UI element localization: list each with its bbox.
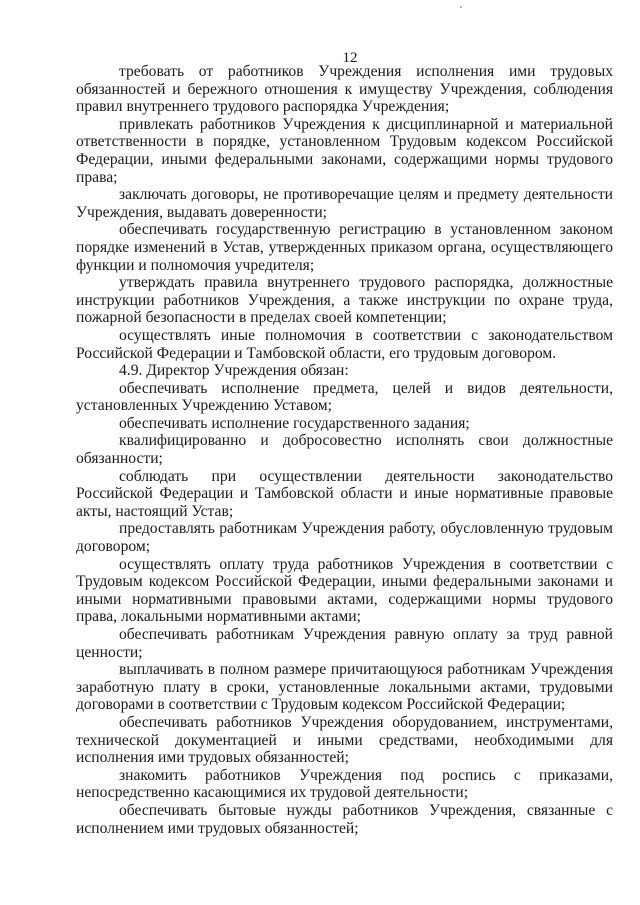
paragraph: соблюдать при осуществлении деятельности законодательство Российской Федерации и Тамбовской области и иные нормативные правовые акты, настоящий Устав; [76,467,613,520]
paragraph: обеспечивать работникам Учреждения равную оплату за труд равной ценности; [76,626,613,661]
paragraph: обеспечивать исполнение государственного задания; [119,414,470,432]
paragraph: предоставлять работникам Учреждения работу, обусловленную трудовым договором; [76,520,613,556]
paragraph: требовать от работников Учреждения исполнения ими трудовых обязанностей и бережного отношения к имуществу Учреждения, соблюдения правил внутреннего трудового распорядка Учреждения; [76,63,613,116]
paragraph: осуществлять иные полномочия в соответствии с законодательством Российской Федерации и Тамбовской области, его трудовым договором. [76,326,613,362]
paragraph: обеспечивать работников Учреждения оборудованием, инструментами, технической документацией и иными средствами, необходимыми для исполнения ими трудовых обязанностей; [76,713,613,767]
paragraph: знакомить работников Учреждения под роспись с приказами, непосредственно касающимися их трудовой деятельности; [76,766,613,802]
paragraph: обеспечивать исполнение предмета, целей и видов деятельности, установленных Учреждению Уставом; [76,379,613,415]
paragraph: выплачивать в полном размере причитающуюся работникам Учреждения заработную плату в сроки, установленные локальными актами, трудовыми договорами в соответствии с Трудовым кодексом Российской Федерации; [76,661,613,714]
page-number: 12 [342,50,358,66]
paragraph: утверждать правила внутреннего трудового распорядка, должностные инструкции работников Учреждения, а также инструкции по охране труда, пожарной безопасности в пределах своей компетенции; [76,274,613,327]
paragraph: привлекать работников Учреждения к дисциплинарной и материальной ответственности в порядке, установленном Трудовым кодексом Российской Федерации, иными федеральными законами, содержащими нормы трудового права; [76,115,613,186]
paragraph: заключать договоры, не противоречащие целям и предмету деятельности Учреждения, выдавать доверенности; [76,186,613,221]
paragraph: квалифицированно и добросовестно исполнять свои должностные обязанности; [76,432,613,468]
scan-speck [460,6,462,8]
paragraph: осуществлять оплату труда работников Учреждения в соответствии с Трудовым кодексом Российской Федерации, иными федеральными законами и иными нормативными правовыми актами, содержащими нормы трудового права, локальными нормативными актами; [76,555,613,626]
paragraph: обеспечивать государственную регистрацию в установленном законом порядке изменений в Устав, утвержденных приказом органа, осуществляющего функции и полномочия учредителя; [76,221,613,274]
document-body [76,63,613,837]
section-heading: 4.9. Директор Учреждения обязан: [119,362,349,380]
paragraph: обеспечивать бытовые нужды работников Учреждения, связанные с исполнением ими трудовых обязанностей; [76,801,613,837]
